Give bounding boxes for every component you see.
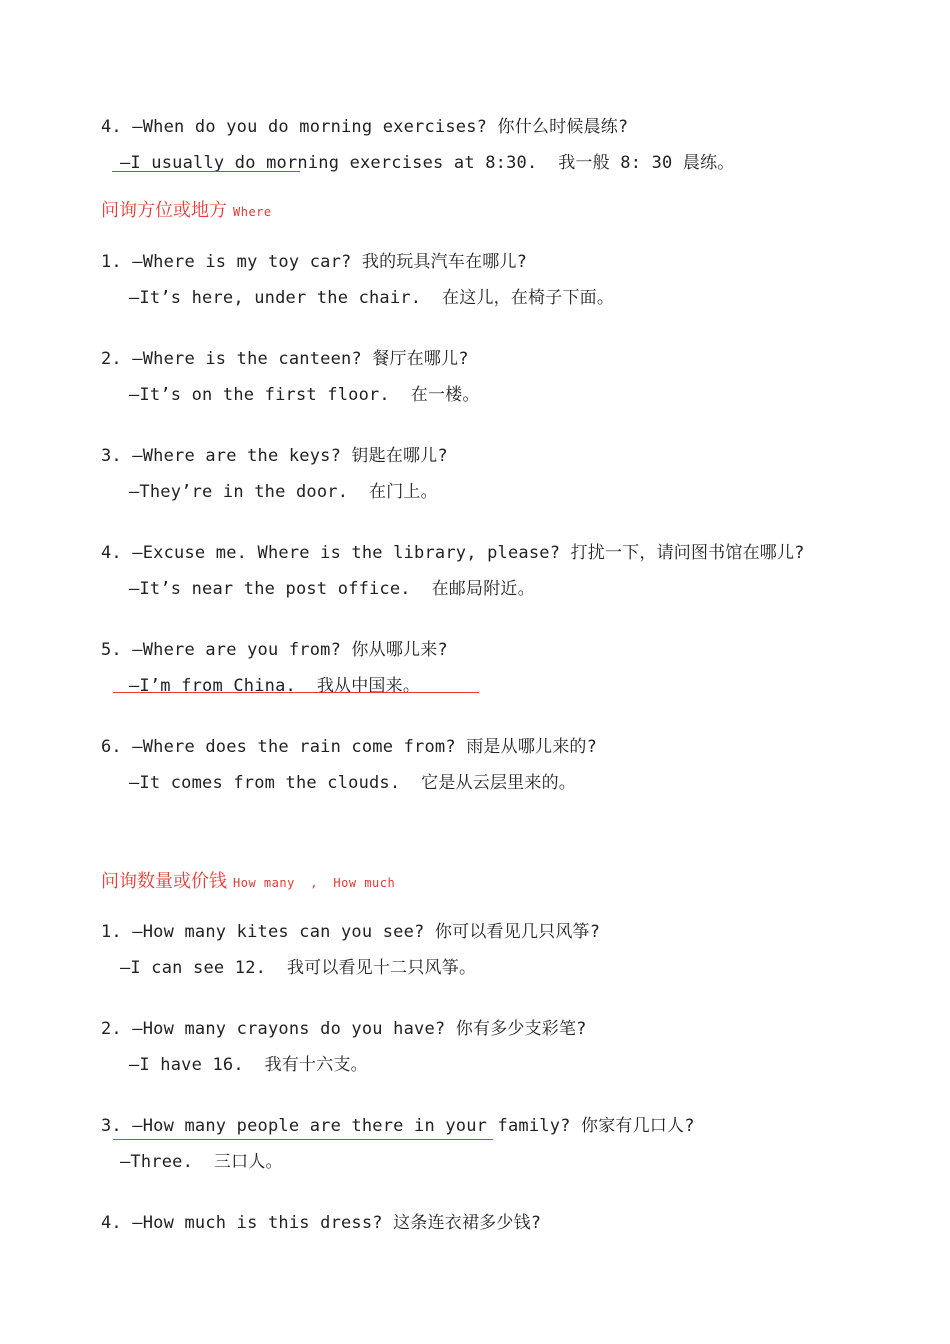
question-line: 4. —How much is this dress? 这条连衣裙多少钱?	[101, 1213, 542, 1233]
answer-line: —I’m from China. 我从中国来。	[129, 676, 421, 696]
answer-line: —They’re in the door. 在门上。	[129, 482, 438, 502]
heading-en: How many , How much	[233, 876, 396, 890]
text-line: —I usually do morning exercises at 8:30. 我一般 8: 30 晨练。	[120, 153, 735, 173]
question-line: 1. —How many kites can you see? 你可以看见几只风筝?	[101, 922, 601, 942]
section-heading-where	[101, 199, 272, 224]
heading-en: Where	[233, 205, 272, 219]
answer-line: —I have 16. 我有十六支。	[129, 1055, 368, 1075]
red-underline	[113, 1139, 493, 1140]
answer-line: —It’s here, under the chair. 在这儿，在椅子下面。	[129, 288, 615, 308]
text-line: 4. —When do you do morning exercises? 你什么时候晨练?	[101, 117, 629, 137]
question-line: 4. —Excuse me. Where is the library, please? 打扰一下，请问图书馆在哪儿?	[101, 543, 805, 563]
section-heading-how	[101, 870, 395, 895]
question-line: 2. —Where is the canteen? 餐厅在哪儿?	[101, 349, 469, 369]
red-underline	[113, 692, 479, 693]
heading-cn: 问询数量或价钱	[101, 871, 227, 892]
answer-line: —It’s near the post office. 在邮局附近。	[129, 579, 535, 599]
question-line: 2. —How many crayons do you have? 你有多少支彩笔?	[101, 1019, 587, 1039]
question-line: 3. —Where are the keys? 钥匙在哪儿?	[101, 446, 448, 466]
answer-line: —I can see 12. 我可以看见十二只风筝。	[120, 958, 477, 978]
answer-line: —Three. 三口人。	[120, 1152, 283, 1172]
answer-line: —It comes from the clouds. 它是从云层里来的。	[129, 773, 576, 793]
question-line: 1. —Where is my toy car? 我的玩具汽车在哪儿?	[101, 252, 528, 272]
question-line: 5. —Where are you from? 你从哪儿来?	[101, 640, 448, 660]
answer-line: —It’s on the first floor. 在一楼。	[129, 385, 480, 405]
question-line: 6. —Where does the rain come from? 雨是从哪儿来的?	[101, 737, 598, 757]
heading-cn: 问询方位或地方	[101, 200, 227, 221]
red-underline	[112, 171, 300, 172]
question-line: 3. —How many people are there in your family? 你家有几口人?	[101, 1116, 695, 1136]
